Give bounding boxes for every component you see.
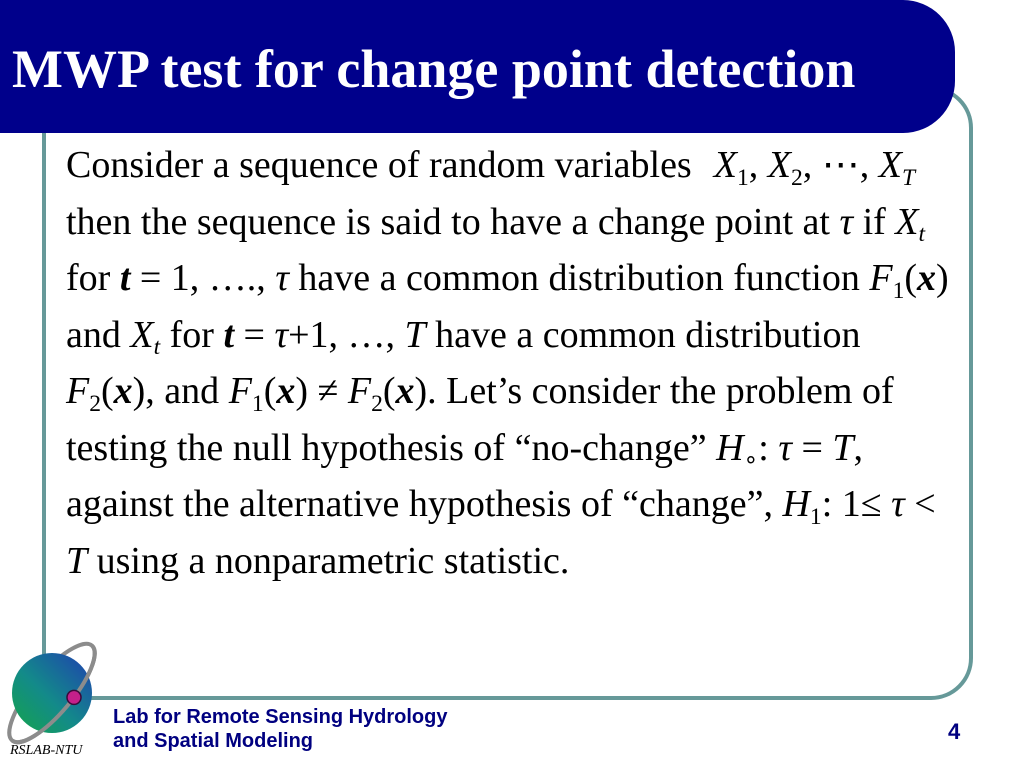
math-variable: x [113, 370, 133, 412]
text-run: ) [936, 257, 949, 299]
text-run: and [66, 313, 131, 356]
math-variable: X [878, 144, 902, 186]
math-variable: t [223, 313, 235, 356]
page-number: 4 [948, 719, 961, 744]
math-subscript: t [918, 221, 926, 248]
text-run: , [853, 426, 864, 469]
text-run: ) ≠ [295, 370, 348, 412]
rslab-logo-icon [0, 641, 110, 751]
math-variable: x [276, 370, 296, 412]
text-run: = [791, 426, 833, 469]
math-subscript: 1 [809, 503, 822, 530]
math-variable: T [404, 313, 426, 356]
math-variable: F [347, 370, 372, 412]
inline-equation [713, 144, 916, 191]
text-run: ( [101, 370, 114, 412]
math-variable: X [767, 144, 791, 186]
math-variable: H [716, 426, 744, 469]
math-variable: F [869, 257, 893, 299]
text-run: , [748, 144, 768, 186]
text-run: against the alternative hypothesis of “change”, [66, 483, 783, 525]
math-variable: X [713, 144, 737, 186]
math-subscript: 1 [892, 277, 905, 304]
body-line [66, 137, 949, 194]
math-variable: T [832, 426, 854, 469]
lab-name [113, 705, 447, 753]
text-run: then the sequence is said to have a change point at [66, 200, 840, 243]
logo-caption: RSLAB-NTU [10, 743, 83, 758]
math-variable: X [895, 200, 919, 243]
body-line [66, 250, 949, 307]
text-run: = 1, …., [130, 257, 276, 299]
math-subscript: ∘ [743, 447, 759, 474]
text-run: for [160, 313, 224, 356]
math-subscript: 2 [371, 390, 383, 417]
math-subscript: 1 [251, 390, 264, 417]
orbit-dot-icon [67, 690, 81, 704]
text-run: , ⋯, [802, 144, 879, 186]
body-line [66, 307, 949, 364]
text-run: have a common distribution function [288, 257, 870, 299]
math-variable: F [66, 370, 90, 412]
lab-name-line: and Spatial Modeling [113, 730, 314, 752]
text-run: = [234, 313, 275, 356]
body-line [66, 476, 949, 533]
body-text [66, 137, 949, 589]
math-variable: F [228, 370, 252, 412]
text-run: ( [382, 370, 396, 412]
text-run: ), and [132, 370, 229, 412]
math-variable: t [119, 257, 131, 299]
math-variable: τ [839, 200, 854, 243]
lab-name-line: Lab for Remote Sensing Hydrology [113, 706, 448, 728]
math-subscript: T [901, 164, 916, 191]
title-bar [0, 0, 955, 133]
math-subscript: 1 [736, 164, 749, 191]
math-subscript: 2 [89, 390, 101, 417]
math-variable: τ [891, 483, 905, 525]
body-line [66, 363, 949, 420]
math-variable: x [395, 370, 415, 412]
math-variable: X [130, 313, 154, 356]
text-run: ( [904, 257, 918, 299]
math-variable: T [66, 539, 88, 582]
body-line [66, 420, 949, 477]
math-variable: x [917, 257, 937, 299]
math-subscript: 2 [790, 164, 803, 191]
math-variable: H [782, 483, 810, 525]
text-run: +1, …, [288, 313, 405, 356]
text-run: Consider a sequence of random variables [66, 144, 692, 186]
math-variable: τ [778, 426, 792, 469]
body-line [66, 194, 949, 251]
text-run: ). Let’s consider the problem of [414, 370, 894, 412]
math-variable: τ [274, 313, 289, 356]
math-subscript: t [153, 334, 161, 361]
text-run: if [853, 200, 896, 243]
text-run: testing the null hypothesis of “no-change” [66, 426, 717, 469]
slide-title: MWP test for change point detection [12, 39, 856, 99]
body-line [66, 533, 949, 590]
text-run: have a common distribution [425, 313, 861, 356]
text-run: < [904, 483, 936, 525]
text-run: using a nonparametric statistic. [87, 539, 570, 582]
text-run: for [66, 257, 120, 299]
text-run: : 1≤ [821, 483, 892, 525]
math-variable: τ [275, 257, 289, 299]
text-run: ( [263, 370, 277, 412]
text-run: : [758, 426, 779, 469]
